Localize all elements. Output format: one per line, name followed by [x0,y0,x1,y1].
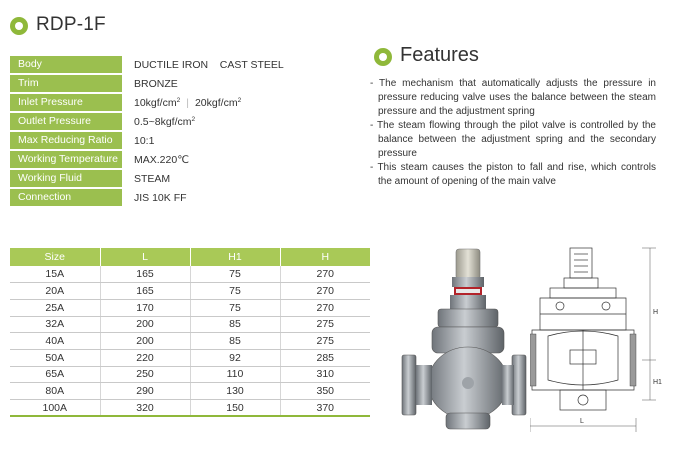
spec-value [122,97,241,109]
table-cell: 65A [10,366,100,383]
table-cell: 170 [100,299,190,316]
table-row [10,316,370,333]
title-bullet-icon [10,17,28,35]
spec-value: MAX.220℃ [134,153,189,166]
table-cell: 290 [100,383,190,400]
table-cell: 370 [280,400,370,417]
column-header: H1 [190,248,280,266]
table-cell: 85 [190,316,280,333]
spec-key: Connection [10,189,122,206]
spec-row-inlet-pressure [10,93,330,112]
outlet-pressure: 0.5~8kgf/cm [134,115,192,128]
table-cell: 15A [10,266,100,283]
dimension-table [10,248,370,417]
unit-superscript: 2 [191,115,196,123]
spec-value: 10:1 [134,134,155,147]
table-cell: 200 [100,333,190,350]
table-row [10,366,370,383]
table-cell: 200 [100,316,190,333]
spec-key: Trim [10,75,122,92]
table-cell: 310 [280,366,370,383]
spec-value [122,116,195,128]
feature-item: - The steam flowing through the pilot valve is controlled by the balance between the adjustment spring and the secondary pressure [370,120,656,159]
spec-key: Working Fluid [10,170,122,187]
inlet-pressure-b: 20kgf/cm [194,96,238,109]
table-cell: 165 [100,266,190,283]
table-cell: 32A [10,316,100,333]
column-header: H [280,248,370,266]
spec-row-max-reducing-ratio [10,131,330,150]
value-separator: | [186,96,189,109]
table-row [10,299,370,316]
table-cell: 275 [280,316,370,333]
dim-label-h: H [653,309,659,316]
dimension-header-row [10,248,370,266]
column-header: Size [10,248,100,266]
table-cell: 85 [190,333,280,350]
table-cell: 75 [190,283,280,300]
spec-key: Outlet Pressure [10,113,122,130]
spec-value: DUCTILE IRON CAST STEEL [134,58,284,71]
table-row [10,383,370,400]
table-row [10,400,370,417]
feature-item: - This steam causes the piston to fall and rise, which controls the amount of opening of the main valve [370,162,656,187]
spec-key: Inlet Pressure [10,94,122,111]
table-cell: 110 [190,366,280,383]
spec-row-connection [10,188,330,207]
table-cell: 320 [100,400,190,417]
table-row [10,266,370,283]
feature-item: - The mechanism that automatically adjusts the pressure in pressure reducing valve uses the balance between the steam pressure and the adjustment spring [370,78,656,117]
model-title: RDP-1F [36,14,106,35]
table-cell: 75 [190,299,280,316]
spec-value: JIS 10K FF [134,191,187,204]
table-cell: 350 [280,383,370,400]
table-cell: 40A [10,333,100,350]
spec-row-working-fluid [10,169,330,188]
spec-row-working-temperature [10,150,330,169]
table-cell: 130 [190,383,280,400]
dim-label-h1: H1 [653,379,662,386]
spec-value: BRONZE [134,77,178,90]
dimension-table-body [10,266,370,416]
table-cell: 270 [280,299,370,316]
spec-row-trim [10,74,330,93]
table-cell: 100A [10,400,100,417]
inlet-pressure-a: 10kgf/cm [134,96,177,109]
table-row [10,283,370,300]
table-cell: 270 [280,283,370,300]
table-cell: 220 [100,349,190,366]
table-cell: 92 [190,349,280,366]
spec-row-outlet-pressure [10,112,330,131]
spec-value: STEAM [134,172,171,185]
table-cell: 25A [10,299,100,316]
table-row [10,349,370,366]
valve-technical-drawing [530,240,695,440]
table-cell: 250 [100,366,190,383]
unit-superscript: 2 [176,96,181,104]
valve-photo [398,243,530,435]
table-cell: 75 [190,266,280,283]
table-cell: 50A [10,349,100,366]
table-row [10,333,370,350]
table-cell: 20A [10,283,100,300]
features-title: Features [400,44,479,66]
table-cell: 165 [100,283,190,300]
column-header: L [100,248,190,266]
spec-key: Working Temperature [10,151,122,168]
table-cell: 285 [280,349,370,366]
table-cell: 275 [280,333,370,350]
spec-key: Body [10,56,122,73]
features-list [370,77,656,189]
spec-table [10,55,330,207]
dim-label-l: L [580,418,584,425]
spec-row-body [10,55,330,74]
table-cell: 270 [280,266,370,283]
features-bullet-icon [374,48,392,66]
table-cell: 80A [10,383,100,400]
unit-superscript: 2 [237,96,242,104]
table-cell: 150 [190,400,280,417]
spec-key: Max Reducing Ratio [10,132,122,149]
